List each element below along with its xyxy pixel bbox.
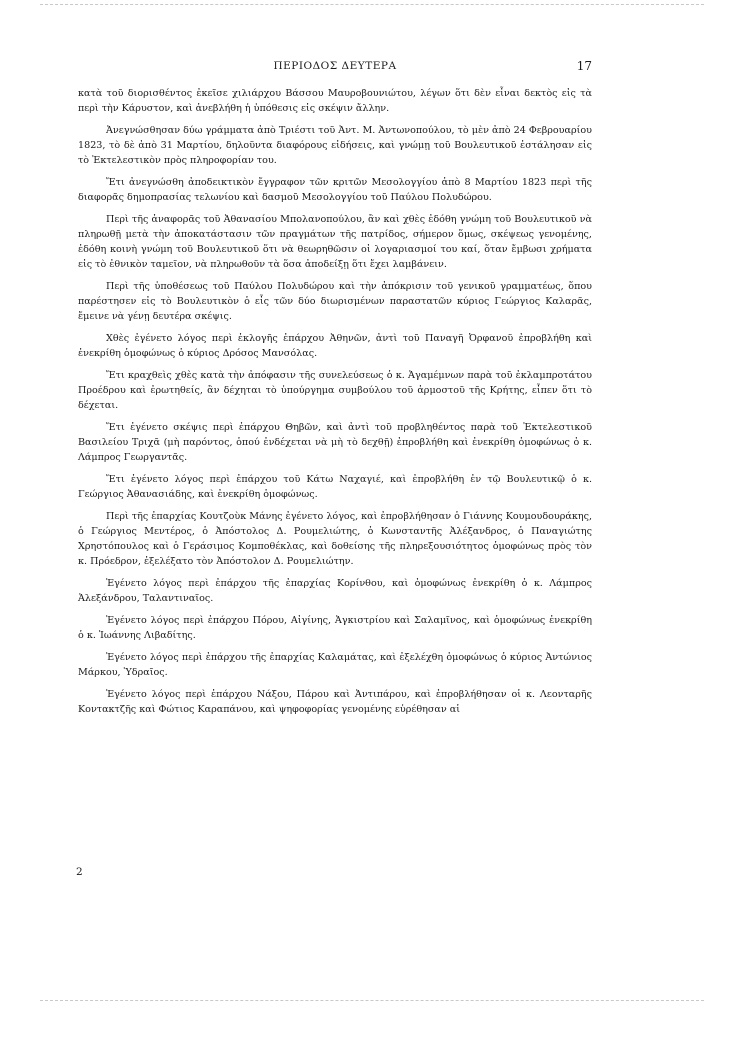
paragraph: Ἐγένετο λόγος περὶ ἐπάρχου τῆς ἐπαρχίας Καλαμάτας, καὶ ἐξελέχθη ὁμοφώνως ὁ κύριος Ἀντώνιος Μάρκου, Ὑδραῖος. bbox=[78, 652, 592, 678]
paragraph: Ἐγένετο λόγος περὶ ἐπάρχου τῆς ἐπαρχίας Κορίνθου, καὶ ὁμοφώνως ἐνεκρίθη ὁ κ. Λάμπρος Ἀλεξάνδρου, Ταλαντιναῖος. bbox=[78, 578, 592, 604]
paragraph: Ἔτι ἐγένετο λόγος περὶ ἐπάρχου τοῦ Κάτω Ναχαγιέ, καὶ ἐπροβλήθη ἐν τῷ Βουλευτικῷ ὁ κ. Γεώργιος Ἀθανασιάδης, καὶ ἐνεκρίθη ὁμοφώνως. bbox=[78, 474, 592, 500]
scan-border-bottom bbox=[40, 1000, 704, 1001]
paragraph: Ἐγένετο λόγος περὶ ἐπάρχου Νάξου, Πάρου καὶ Ἀντιπάρου, καὶ ἐπροβλήθησαν οἱ κ. Λεονταρῆς Κοντακτζῆς καὶ Φώτιος Καραπάνου, καὶ ψηφοφορίας γενομένης εὑρέθησαν αἱ bbox=[78, 689, 592, 715]
paragraph: Ἐγένετο λόγος περὶ ἐπάρχου Πόρου, Αἰγίνης, Ἀγκιστρίου καὶ Σαλαμῖνος, καὶ ὁμοφώνως ἐνεκρίθη ὁ κ. Ἰωάννης Λιβαδίτης. bbox=[78, 615, 592, 641]
paragraph: Ἔτι ἐγένετο σκέψις περὶ ἐπάρχου Θηβῶν, καὶ ἀντὶ τοῦ προβληθέντος παρὰ τοῦ Ἐκτελεστικοῦ Βασιλείου Τριχᾶ (μὴ παρόντος, ὁπού ἐνδέχεται νὰ μὴ τὸ δεχθῇ) ἐπροβλήθη καὶ ἐνεκρίθη ὁμοφώνως ὁ κ. Λάμπρος Γεωργαντᾶς. bbox=[78, 422, 592, 463]
paragraph: Ἔτι κραχθεὶς χθὲς κατὰ τὴν ἀπόφασιν τῆς συνελεύσεως ὁ κ. Ἀγαμέμνων παρὰ τοῦ ἐκλαμπροτάτου Προέδρου καὶ ἐρωτηθείς, ἂν δέχηται τὸ ὑπούργημα συμβούλου τοῦ ἁρμοστοῦ τῆς Κρήτης, εἶπεν ὅτι τὸ δέχεται. bbox=[78, 370, 592, 411]
running-title: ΠΕΡΙΟΔΟΣ ΔΕΥΤΕΡΑ bbox=[273, 60, 397, 72]
paragraph: Χθὲς ἐγένετο λόγος περὶ ἐκλογῆς ἐπάρχου Ἀθηνῶν, ἀντὶ τοῦ Παναγῆ Ὀρφανοῦ ἐπροβλήθη καὶ ἐνεκρίθη ὁμοφώνως ὁ κύριος Δρόσος Μανσόλας. bbox=[78, 333, 592, 359]
page-number: 17 bbox=[576, 59, 592, 73]
signature-mark: 2 bbox=[76, 866, 83, 878]
paragraph: κατὰ τοῦ διορισθέντος ἐκεῖσε χιλιάρχου Βάσσου Μαυροβουνιώτου, λέγων ὅτι δὲν εἶναι δεκτὸς εἰς τὰ περὶ τὴν Κάρυστον, καὶ ἀνεβλήθη ἡ ὑπόθεσις εἰς σκέψιν ἄλλην. bbox=[78, 88, 592, 114]
paragraph: Ἔτι ἀνεγνώσθη ἀποδεικτικὸν ἔγγραφον τῶν κριτῶν Μεσολογγίου ἀπὸ 8 Μαρτίου 1823 περὶ τῆς διαφορᾶς δημοπρασίας τελωνίου καὶ δασμοῦ Μεσολογγίου τοῦ Παύλου Πολυδώρου. bbox=[78, 177, 592, 203]
scan-border-top bbox=[40, 4, 704, 5]
paragraph: Ἀνεγνώσθησαν δύω γράμματα ἀπὸ Τριέστι τοῦ Ἀντ. Μ. Ἀντωνοπούλου, τὸ μὲν ἀπὸ 24 Φεβρουαρίου 1823, τὸ δὲ ἀπὸ 31 Μαρτίου, δηλοῦντα διαφόρους εἰδήσεις, καὶ γνώμῃ τοῦ Βουλευτικοῦ ἐστάλησαν εἰς τὸ Ἐκτελεστικὸν πρὸς πληροφορίαν του. bbox=[78, 125, 592, 166]
paragraph: Περὶ τῆς ἀναφορᾶς τοῦ Ἀθανασίου Μπολανοπούλου, ἂν καὶ χθὲς ἐδόθη γνώμη τοῦ Βουλευτικοῦ νὰ πληρωθῇ μετὰ τὴν ἀποκατάστασιν τῶν πραγμάτων τῆς πατρίδος, σήμερον ὅμως, σκέψεως γενομένης, ἐδόθη κοινὴ γνώμη τοῦ Βουλευτικοῦ ὅτι νὰ θεωρηθῶσιν οἱ λογαριασμοί του καί, ὅταν ἔμβωσι χρήματα εἰς τὸ ἐθνικὸν ταμεῖον, νὰ πληρωθοῦν τὰ ὅσα ἀποδείξῃ ὅτι ἔχει λαμβάνειν. bbox=[78, 214, 592, 270]
paragraph: Περὶ τῆς ὑποθέσεως τοῦ Παύλου Πολυδώρου καὶ τὴν ἀπόκρισιν τοῦ γενικοῦ γραμματέως, ὅπου παρέστησεν εἰς τὸ Βουλευτικὸν ὁ εἷς τῶν δύο διωρισμένων παραστατῶν κύριος Γεώργιος Καλαρᾶς, ἔμεινε νὰ γένῃ δευτέρα σκέψις. bbox=[78, 281, 592, 322]
body-text bbox=[78, 86, 592, 724]
paragraph: Περὶ τῆς ἐπαρχίας Κουτζοὺκ Μάνης ἐγένετο λόγος, καὶ ἐπροβλήθησαν ὁ Γιάννης Κουμουδουράκης, ὁ Γεώργιος Μεντέρος, ὁ Ἀπόστολος Δ. Ρουμελιώτης, ὁ Κωνσταντῆς Ἀλέξανδρος, ὁ Παναγιώτης Χρηστόπουλος καὶ ὁ Γεράσιμος Κομποθέκλας, καὶ δοθείσης τῆς πληρεξουσιότητος ὁμοφώνως πρὸς τὸν κ. Πρόεδρον, ἐξελέξατο τὸν Ἀπόστολον Δ. Ρουμελιώτην. bbox=[78, 511, 592, 567]
page-header bbox=[78, 58, 592, 74]
